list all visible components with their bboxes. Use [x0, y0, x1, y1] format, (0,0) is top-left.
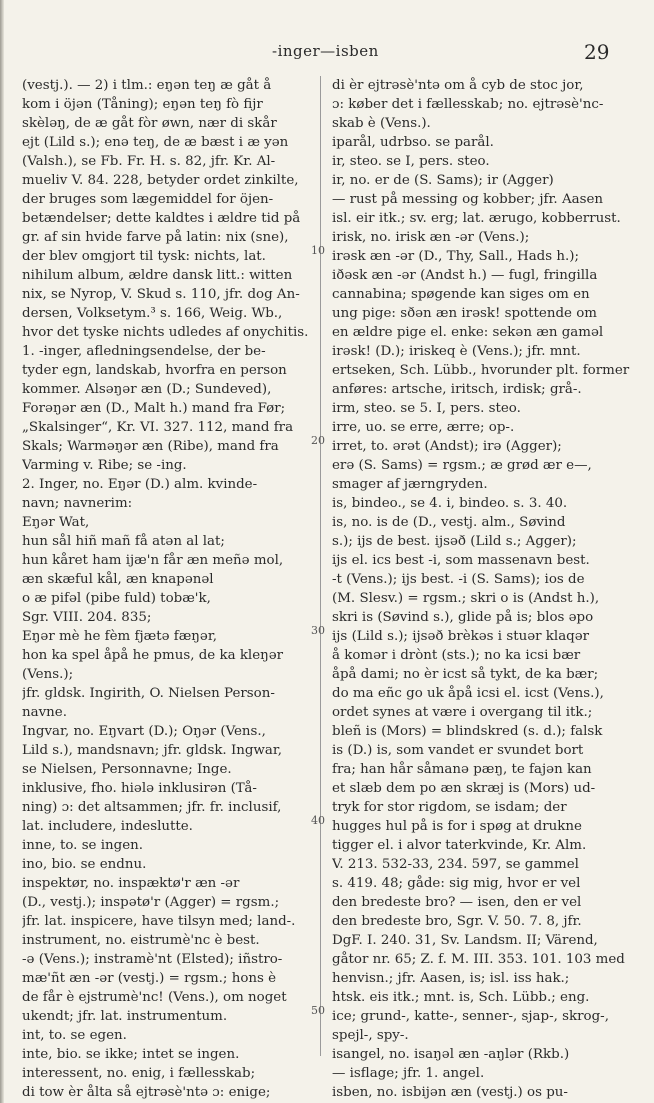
- text-line: — isflage; jfr. 1. angel.: [332, 1066, 485, 1081]
- text-line: spejl-, spy-.: [332, 1028, 409, 1043]
- text-line: den bredeste bro? — isen, den er vel: [332, 895, 582, 910]
- text-line: erə (S. Sams) = rgsm.; æ grød ær e—,: [332, 458, 592, 473]
- line-number-10: 10: [311, 244, 325, 257]
- running-title: -inger—isben: [272, 42, 379, 60]
- text-line: hun sål hiñ mañ få atən al lat;: [22, 534, 225, 549]
- text-line: o æ pifəl (pibe fuld) tobæ'k,: [22, 591, 211, 606]
- text-line: (D., vestj.); inspətø'r (Agger) = rgsm.;: [22, 895, 280, 910]
- text-line: ijs (Lild s.); ijsəð brèkəs i stuər klaqər: [332, 629, 590, 644]
- text-line: de får è ejstrumè'nc! (Vens.), om noget: [22, 990, 287, 1005]
- text-line: Skals; Warməŋər æn (Ribe), mand fra: [22, 439, 279, 454]
- text-line: kommer. Alsəŋər æn (D.; Sundeved),: [22, 382, 272, 397]
- text-line: ung pige: sðən æn irəsk! spottende om: [332, 306, 597, 321]
- text-line: ir, steo. se I, pers. steo.: [332, 154, 490, 169]
- page-header: [0, 40, 654, 66]
- text-line: mueliv V. 84. 228, betyder ordet zinkilte,: [22, 173, 299, 188]
- text-line: is (D.) is, som vandet er svundet bort: [332, 743, 584, 758]
- text-line: ino, bio. se endnu.: [22, 857, 147, 872]
- text-line: „Skalsinger“, Kr. VI. 327. 112, mand fra: [22, 420, 294, 435]
- line-number-50: 50: [311, 1004, 325, 1017]
- text-line: s. 419. 48; gåde: sig mig, hvor er vel: [332, 876, 581, 891]
- text-line: jfr. lat. inspicere, have tilsyn med; land-.: [22, 914, 296, 929]
- text-line: hun kåret ham ijæ'n får æn meñə mol,: [22, 553, 284, 568]
- text-line: iparål, udrbso. se parål.: [332, 135, 494, 150]
- text-line: inspektør, no. inspæktø'r æn -ər: [22, 876, 240, 891]
- text-line: irm, steo. se 5. I, pers. steo.: [332, 401, 521, 416]
- text-line: iðəsk æn -ər (Andst h.) — fugl, fringilla: [332, 268, 598, 283]
- text-line: cannabina; spøgende kan siges om en: [332, 287, 590, 302]
- text-line: jfr. gldsk. Ingirith, O. Nielsen Person-: [22, 686, 275, 701]
- line-number-30: 30: [311, 624, 325, 637]
- text-line: hon ka spel åpå he pmus, de ka kleŋər: [22, 648, 284, 663]
- column-divider: [320, 76, 321, 1056]
- text-line: di tow èr ålta så ejtrəsè'ntə ɔ: enige;: [22, 1085, 271, 1100]
- page-number: 29: [584, 40, 610, 64]
- text-line: gr. af sin hvide farve på latin: nix (sne),: [22, 230, 289, 245]
- text-line: ice; grund-, katte-, senner-, sjap-, skrog-,: [332, 1009, 609, 1024]
- text-line: å komər i drònt (sts.); no ka icsi bær: [332, 648, 581, 663]
- text-line: — rust på messing og kobber; jfr. Aasen: [332, 192, 604, 207]
- text-line: tyder egn, landskab, hvorfra en person: [22, 363, 287, 378]
- text-line: betændelser; dette kaldtes i ældre tid på: [22, 211, 301, 226]
- text-line: 1. -inger, afledningsendelse, der be-: [22, 344, 266, 359]
- text-line: isl. eir itk.; sv. erg; lat. ærugo, kobberrust.: [332, 211, 621, 226]
- text-line: smager af jærngryden.: [332, 477, 488, 492]
- text-line: bleñ is (Mors) = blindskred (s. d.); falsk: [332, 724, 603, 739]
- text-line: isangel, no. isaŋəl æn -aŋlər (Rkb.): [332, 1047, 570, 1062]
- line-number-20: 20: [311, 434, 325, 447]
- text-line: irisk, no. irisk æn -ər (Vens.);: [332, 230, 530, 245]
- text-line: -ə (Vens.); instramè'nt (Elsted); iñstro-: [22, 952, 283, 967]
- text-line: den bredeste bro, Sgr. V. 50. 7. 8, jfr.: [332, 914, 582, 929]
- text-line: inne, to. se ingen.: [22, 838, 144, 853]
- left-column: [22, 76, 312, 1102]
- text-line: navn; navnerim:: [22, 496, 133, 511]
- text-line: se Nielsen, Personnavne; Inge.: [22, 762, 232, 777]
- text-line: (Valsh.), se Fb. Fr. H. s. 82, jfr. Kr. Al-: [22, 154, 276, 169]
- text-line: is, bindeo., se 4. i, bindeo. s. 3. 40.: [332, 496, 568, 511]
- text-line: inte, bio. se ikke; intet se ingen.: [22, 1047, 240, 1062]
- text-line: (Vens.);: [22, 667, 74, 682]
- text-line: lat. includere, indeslutte.: [22, 819, 193, 834]
- text-line: (M. Slesv.) = rgsm.; skri o is (Andst h.),: [332, 591, 600, 606]
- text-line: Lild s.), mandsnavn; jfr. gldsk. Ingwar,: [22, 743, 283, 758]
- text-line: V. 213. 532-33, 234. 597, se gammel: [332, 857, 579, 872]
- right-column: [332, 76, 630, 1102]
- text-line: htsk. eis itk.; mnt. is, Sch. Lübb.; eng.: [332, 990, 590, 1005]
- text-line: mæ'ñt æn -ər (vestj.) = rgsm.; hons è: [22, 971, 277, 986]
- text-line: gåtor nr. 65; Z. f. M. III. 353. 101. 103 med: [332, 952, 625, 967]
- text-line: Forəŋər æn (D., Malt h.) mand fra Før;: [22, 401, 286, 416]
- text-line: interessent, no. enig, i fællesskab;: [22, 1066, 256, 1081]
- book-spine-edge: [0, 0, 4, 1103]
- text-line: tryk for stor rigdom, se isdam; der: [332, 800, 567, 815]
- text-line: der bruges som lægemiddel for öjen-: [22, 192, 274, 207]
- text-line: Sgr. VIII. 204. 835;: [22, 610, 152, 625]
- text-line: is, no. is de (D., vestj. alm., Søvind: [332, 515, 566, 530]
- text-line: skab è (Vens.).: [332, 116, 431, 131]
- text-line: inklusive, fho. hiələ inklusirən (Tå-: [22, 781, 257, 796]
- text-line: Eŋər Wat,: [22, 515, 90, 530]
- text-line: Ingvar, no. Eŋvart (D.); Oŋər (Vens.,: [22, 724, 266, 739]
- line-number-40: 40: [311, 814, 325, 827]
- text-line: åpå dami; no èr icst så tykt, de ka bær;: [332, 667, 599, 682]
- text-line: en ældre pige el. enke: sekən æn gaməl: [332, 325, 604, 340]
- text-line: di èr ejtrəsè'ntə om å cyb de stoc jor,: [332, 78, 584, 93]
- text-line: skri is (Søvind s.), glide på is; blos əpo: [332, 610, 594, 625]
- text-line: anføres: artsche, iritsch, irdisk; grå-.: [332, 382, 582, 397]
- text-line: irəsk! (D.); iriskeq è (Vens.); jfr. mnt.: [332, 344, 581, 359]
- text-line: irret, to. ərət (Andst); irə (Agger);: [332, 439, 562, 454]
- text-line: tigger el. i alvor taterkvinde, Kr. Alm.: [332, 838, 587, 853]
- text-line: irəsk æn -ər (D., Thy, Sall., Hads h.);: [332, 249, 579, 264]
- text-line: ordet synes at være i overgang til itk.;: [332, 705, 593, 720]
- text-line: Varming v. Ribe; se -ing.: [22, 458, 187, 473]
- text-line: kom i öjən (Tåning); eŋən teŋ fò fijr: [22, 97, 263, 112]
- text-line: nihilum album, ældre dansk litt.: witten: [22, 268, 293, 283]
- text-line: navne.: [22, 705, 67, 720]
- text-line: nix, se Nyrop, V. Skud s. 110, jfr. dog An-: [22, 287, 300, 302]
- text-line: ukendt; jfr. lat. instrumentum.: [22, 1009, 228, 1024]
- text-line: skèləŋ, de æ gåt fòr øwn, nær di skår: [22, 116, 277, 131]
- text-line: DgF. I. 240. 31, Sv. Landsm. II; Värend,: [332, 933, 598, 948]
- text-line: 2. Inger, no. Eŋər (D.) alm. kvinde-: [22, 477, 258, 492]
- text-line: henvisn.; jfr. Aasen, is; isl. iss hak.;: [332, 971, 570, 986]
- text-line: irre, uo. se erre, ærre; op-.: [332, 420, 515, 435]
- text-line: ijs el. ics best -i, som massenavn best.: [332, 553, 590, 568]
- text-line: fra; han hår såmanə pæŋ, te fajən kan: [332, 762, 592, 777]
- text-line: ertseken, Sch. Lübb., hvorunder plt. former: [332, 363, 630, 378]
- text-line: int, to. se egen.: [22, 1028, 127, 1043]
- text-line: et slæb dem po æn skræj is (Mors) ud-: [332, 781, 596, 796]
- text-line: do ma eñc go uk åpå icsi el. icst (Vens.),: [332, 686, 604, 701]
- text-line: hvor det tyske nichts udledes af onychitis.: [22, 325, 309, 340]
- text-line: (vestj.). — 2) i tlm.: eŋən teŋ æ gåt å: [22, 78, 272, 93]
- text-line: dersen, Volksetym.³ s. 166, Weig. Wb.,: [22, 306, 283, 321]
- text-line: der blev omgjort til tysk: nichts, lat.: [22, 249, 266, 264]
- text-line: ir, no. er de (S. Sams); ir (Agger): [332, 173, 554, 188]
- text-line: ejt (Lild s.); enə teŋ, de æ bæst i æ yən: [22, 135, 289, 150]
- text-line: -t (Vens.); ijs best. -i (S. Sams); ios de: [332, 572, 585, 587]
- text-line: isben, no. isbijən æn (vestj.) os pu-: [332, 1085, 568, 1100]
- text-line: s.); ijs de best. ijsəð (Lild s.; Agger);: [332, 534, 577, 549]
- text-line: ning) ɔ: det altsammen; jfr. fr. inclusif,: [22, 800, 282, 815]
- text-line: instrument, no. eistrumè'nc è best.: [22, 933, 260, 948]
- text-line: Eŋər mè he fèm fjætə fæŋər,: [22, 629, 218, 644]
- text-line: æn skæful kål, æn knapənəl: [22, 572, 214, 587]
- text-line: hugges hul på is for i spøg at drukne: [332, 819, 582, 834]
- text-line: ɔ: køber det i fællesskab; no. ejtrəsè'nc-: [332, 97, 604, 112]
